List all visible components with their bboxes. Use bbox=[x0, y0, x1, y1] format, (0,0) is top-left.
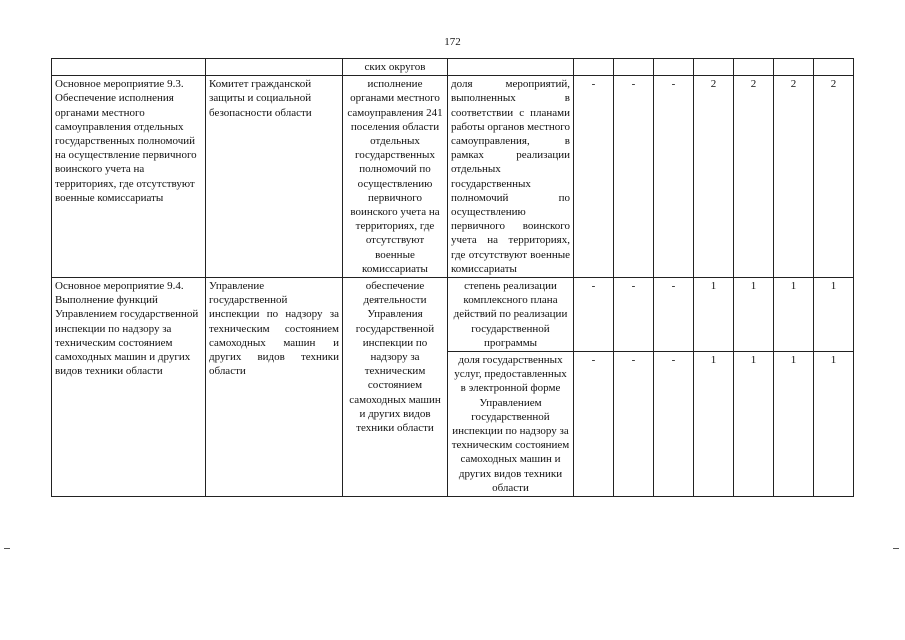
value-cell: 1 bbox=[734, 352, 774, 497]
cont-value-cell bbox=[734, 59, 774, 76]
cont-indicator-cell bbox=[448, 59, 574, 76]
value-cell: - bbox=[614, 76, 654, 278]
value-cell: 2 bbox=[734, 76, 774, 278]
value-cell: 2 bbox=[694, 76, 734, 278]
value-cell: - bbox=[574, 278, 614, 352]
value-cell: - bbox=[574, 352, 614, 497]
value-cell: 1 bbox=[774, 352, 814, 497]
activity-cell: Основное мероприятие 9.4. Выполнение функций Управлением государственной инспекции по надзору за техническим состоянием самоходных машин и других видов техники области bbox=[52, 278, 206, 497]
value-cell: 1 bbox=[774, 278, 814, 352]
table-row-9-4 bbox=[52, 278, 854, 352]
indicator-cell: доля государственных услуг, предоставленных в электронной форме Управлением государственной инспекции по надзору за техническим состоянием самоходных машин и других видов техники области bbox=[448, 352, 574, 497]
cont-value-cell bbox=[774, 59, 814, 76]
result-cell: обеспечение деятельности Управления государственной инспекции по надзору за техническим состоянием самоходных машин и других видов техники области bbox=[343, 278, 448, 497]
indicator-cell: доля мероприятий, выполненных в соответствии с планами работы органов местного самоуправления, в рамках реализации отдельных государственных полномочий по осуществлению первичного воинского учета на территориях, где отсутствуют военные комиссариаты bbox=[448, 76, 574, 278]
indicator-cell: степень реализации комплексного плана действий по реализации государственной программы bbox=[448, 278, 574, 352]
cont-value-cell bbox=[814, 59, 854, 76]
scan-edge-mark bbox=[4, 548, 10, 549]
value-cell: - bbox=[654, 278, 694, 352]
cont-value-cell bbox=[574, 59, 614, 76]
value-cell: 1 bbox=[734, 278, 774, 352]
value-cell: - bbox=[654, 76, 694, 278]
cont-value-cell bbox=[614, 59, 654, 76]
program-table bbox=[51, 58, 854, 497]
value-cell: 1 bbox=[814, 278, 854, 352]
value-cell: 2 bbox=[774, 76, 814, 278]
scan-edge-mark bbox=[893, 548, 899, 549]
value-cell: - bbox=[654, 352, 694, 497]
continuation-row bbox=[52, 59, 854, 76]
value-cell: - bbox=[614, 278, 654, 352]
value-cell: 1 bbox=[694, 278, 734, 352]
table-row-9-3 bbox=[52, 76, 854, 278]
cont-value-cell bbox=[654, 59, 694, 76]
cont-activity-cell bbox=[52, 59, 206, 76]
cont-value-cell bbox=[694, 59, 734, 76]
result-cell: исполнение органами местного самоуправления 241 поселения области отдельных государственных полномочий по осуществлению первичного воинского учета на территориях, где отсутствуют военные комиссариаты bbox=[343, 76, 448, 278]
cont-result-cell: ских округов bbox=[343, 59, 448, 76]
activity-cell: Основное мероприятие 9.3. Обеспечение исполнения органами местного самоуправления отдельных государственных полномочий на осуществление первичного воинского учета на территориях, где отсутствуют военные комиссариаты bbox=[52, 76, 206, 278]
value-cell: 1 bbox=[694, 352, 734, 497]
cont-executor-cell bbox=[206, 59, 343, 76]
executor-cell: Комитет гражданской защиты и социальной безопасности области bbox=[206, 76, 343, 278]
value-cell: 2 bbox=[814, 76, 854, 278]
page-number: 172 bbox=[444, 36, 461, 48]
value-cell: - bbox=[574, 76, 614, 278]
value-cell: - bbox=[614, 352, 654, 497]
value-cell: 1 bbox=[814, 352, 854, 497]
executor-cell: Управление государственной инспекции по надзору за техническим состоянием самоходных машин и других видов техники области bbox=[206, 278, 343, 497]
